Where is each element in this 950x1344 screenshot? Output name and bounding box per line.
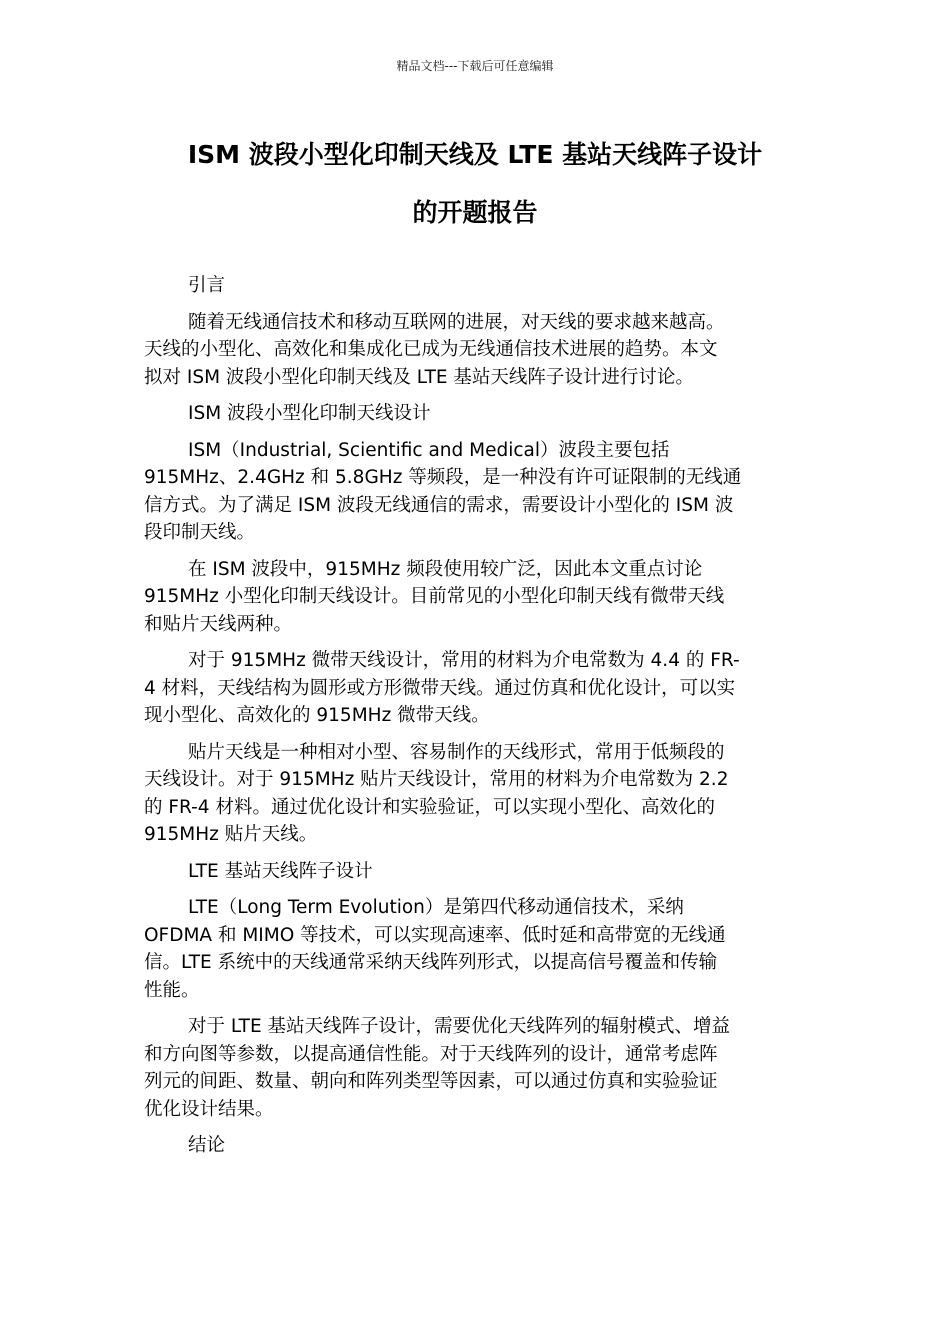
paragraph-line: 对于 915MHz 微带天线设计，常用的材料为介电常数为 4.4 的 FR- xyxy=(188,650,740,671)
page-header: 精品文档---下载后可任意编辑 xyxy=(396,59,554,73)
paragraph-line: 拟对 ISM 波段小型化印制天线及 LTE 基站天线阵子设计进行讨论。 xyxy=(144,366,694,388)
paragraph-line: ISM（Industrial, Scientific and Medical）波段主要包括 xyxy=(188,439,670,461)
paragraph-line: 915MHz、2.4GHz 和 5.8GHz 等频段，是一种没有许可证限制的无线通 xyxy=(144,467,742,488)
section-heading-conclusion: 结论 xyxy=(188,1135,226,1156)
paragraph-line: 随着无线通信技术和移动互联网的进展，对天线的要求越来越高。 xyxy=(188,311,725,333)
paragraph-line: 的 FR-4 材料。通过优化设计和实验验证，可以实现小型化、高效化的 xyxy=(144,796,715,818)
paragraph-lte-1 xyxy=(144,894,809,1004)
paragraph-line: 优化设计结果。 xyxy=(144,1098,274,1120)
paragraph-intro xyxy=(144,309,809,392)
paragraph-ism-2 xyxy=(144,556,809,639)
document-body xyxy=(144,272,809,1169)
paragraph-line: 性能。 xyxy=(144,979,200,1001)
paragraph-line: 信。LTE 系统中的天线通常采纳天线阵列形式，以提高信号覆盖和传输 xyxy=(144,952,718,973)
paragraph-line: 和贴片天线两种。 xyxy=(144,613,293,635)
paragraph-ism-3 xyxy=(144,647,809,730)
paragraph-line: 和方向图等参数，以提高通信性能。对于天线阵列的设计，通常考虑阵 xyxy=(144,1043,718,1065)
paragraph-line: 段印制天线。 xyxy=(144,522,256,543)
paragraph-line: 915MHz 贴片天线。 xyxy=(144,824,318,845)
paragraph-line: 对于 LTE 基站天线阵子设计，需要优化天线阵列的辐射模式、增益 xyxy=(188,1016,731,1037)
section-heading-lte: LTE 基站天线阵子设计 xyxy=(188,860,373,882)
document-title-line-2: 的开题报告 xyxy=(412,198,538,227)
section-heading-intro: 引言 xyxy=(188,275,226,296)
paragraph-line: 信方式。为了满足 ISM 波段无线通信的需求，需要设计小型化的 ISM 波 xyxy=(144,494,734,516)
paragraph-line: 现小型化、高效化的 915MHz 微带天线。 xyxy=(144,705,490,726)
paragraph-line: 天线设计。对于 915MHz 贴片天线设计，常用的材料为介电常数为 2.2 xyxy=(144,769,729,790)
paragraph-ism-4 xyxy=(144,739,809,849)
paragraph-lte-2 xyxy=(144,1013,809,1123)
paragraph-ism-1 xyxy=(144,437,809,547)
paragraph-line: OFDMA 和 MIMO 等技术，可以实现高速率、低时延和高带宽的无线通 xyxy=(144,924,726,946)
section-heading-ism: ISM 波段小型化印制天线设计 xyxy=(188,403,431,424)
paragraph-line: 贴片天线是一种相对小型、容易制作的天线形式，常用于低频段的 xyxy=(188,741,725,763)
paragraph-line: 天线的小型化、高效化和集成化已成为无线通信技术进展的趋势。本文 xyxy=(144,339,718,360)
paragraph-line: 915MHz 小型化印制天线设计。目前常见的小型化印制天线有微带天线 xyxy=(144,586,725,607)
paragraph-line: 4 材料，天线结构为圆形或方形微带天线。通过仿真和优化设计，可以实 xyxy=(144,677,736,699)
paragraph-line: LTE（Long Term Evolution）是第四代移动通信技术，采纳 xyxy=(188,897,684,918)
paragraph-line: 在 ISM 波段中，915MHz 频段使用较广泛，因此本文重点讨论 xyxy=(188,558,703,580)
document-title-line-1: ISM 波段小型化印制天线及 LTE 基站天线阵子设计 xyxy=(187,140,763,169)
paragraph-line: 列元的间距、数量、朝向和阵列类型等因素，可以通过仿真和实验验证 xyxy=(144,1071,718,1092)
